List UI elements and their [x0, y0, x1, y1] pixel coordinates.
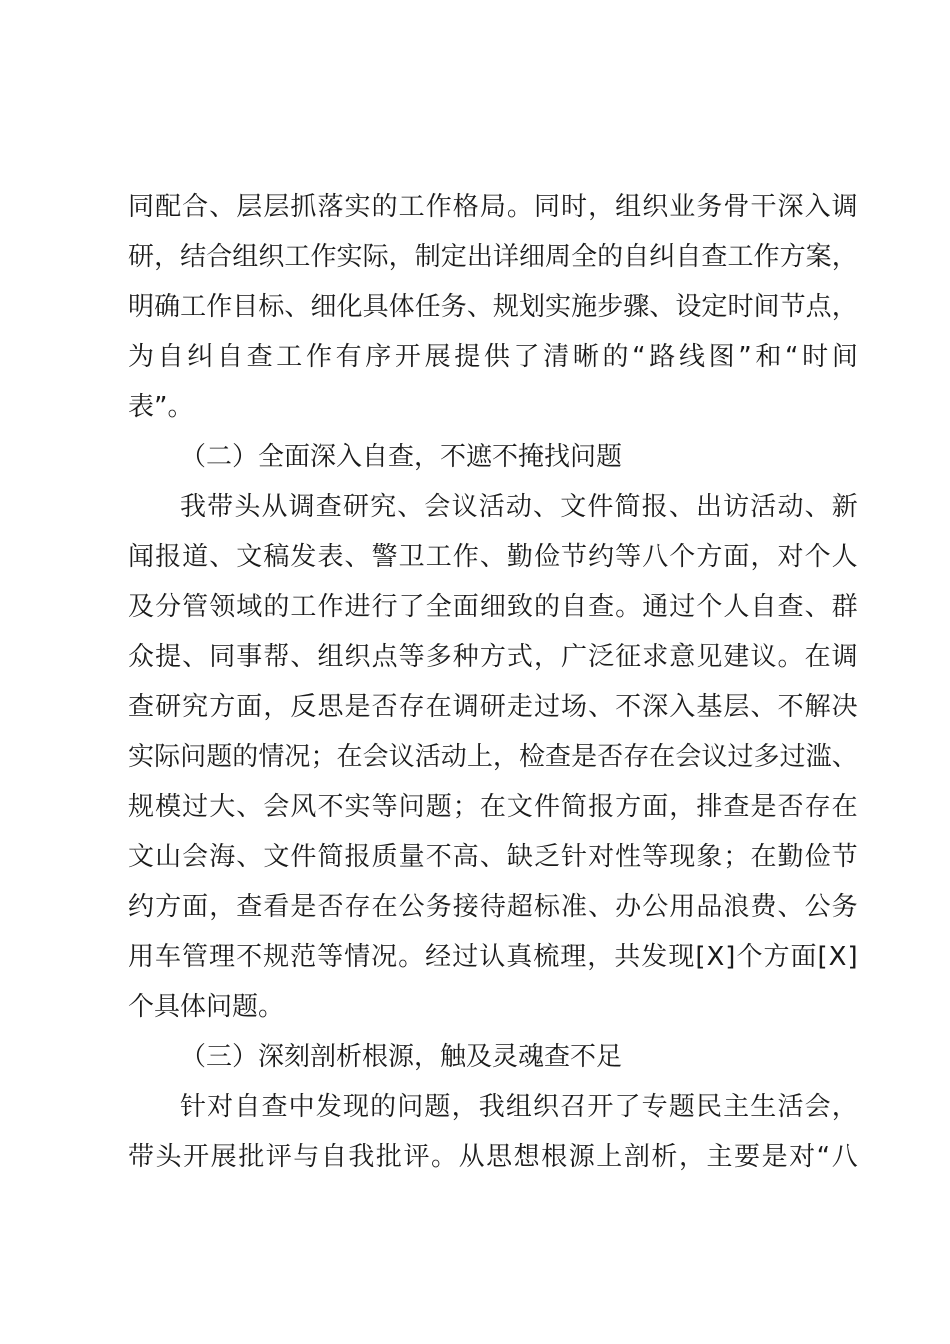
paragraph-line: 带 头 开 展 批 评 与 自 我 批 评 。 从 思 想 根 源 上 剖 析 ， 主 要 是 对 “ 八 — [128, 1142, 858, 1172]
paragraph-line: 我 带 头 从 调 查 研 究 、 会 议 活 动 、 文 件 简 报 、 出 访 活 动 、 新 — [180, 492, 858, 522]
paragraph-line: 及 分 管 领 域 的 工 作 进 行 了 全 面 细 致 的 自 查 。 通 过 个 人 自 查 、 群 — [128, 592, 858, 622]
paragraph-line: 用 车 管 理 不 规 范 等 情 况 。 经 过 认 真 梳 理 ， 共 发 现 [ X ] 个 方 面 [ X ] — [128, 942, 858, 972]
paragraph-line: 明 确 工 作 目 标 、 细 化 具 体 任 务 、 规 划 实 施 步 骤 、 设 定 时 间 节 点 ， — [128, 292, 858, 322]
paragraph-line: 研 ， 结 合 组 织 工 作 实 际 ， 制 定 出 详 细 周 全 的 自 纠 自 查 工 作 方 案 ， — [128, 242, 858, 272]
paragraph-line: 查 研 究 方 面 ， 反 思 是 否 存 在 调 研 走 过 场 、 不 深 入 基 层 、 不 解 决 — [128, 692, 858, 722]
paragraph-line: 约 方 面 ， 查 看 是 否 存 在 公 务 接 待 超 标 准 、 办 公 用 品 浪 费 、 公 务 — [128, 892, 858, 922]
paragraph-line: 针 对 自 查 中 发 现 的 问 题 ， 我 组 织 召 开 了 专 题 民 主 生 活 会 ， — [180, 1092, 858, 1122]
paragraph-line: 个具体问题。 — [128, 992, 285, 1022]
paragraph-line: 为 自 纠 自 查 工 作 有 序 开 展 提 供 了 清 晰 的 “ 路 线 图 ” 和 “ 时 间 — [128, 342, 858, 372]
paragraph-line: 实 际 问 题 的 情 况 ； 在 会 议 活 动 上 ， 检 查 是 否 存 在 会 议 过 多 过 滥 、 — [128, 742, 858, 772]
paragraph-line: 闻 报 道 、 文 稿 发 表 、 警 卫 工 作 、 勤 俭 节 约 等 八 个 方 面 ， 对 个 人 — [128, 542, 858, 572]
paragraph-line: 文 山 会 海 、 文 件 简 报 质 量 不 高 、 缺 乏 针 对 性 等 现 象 ； 在 勤 俭 节 — [128, 842, 858, 872]
paragraph-line: 规 模 过 大 、 会 风 不 实 等 问 题 ； 在 文 件 简 报 方 面 ， 排 查 是 否 存 在 — [128, 792, 858, 822]
paragraph-line: 表”。 — [128, 392, 194, 422]
section-heading: （三）深刻剖析根源，触及灵魂查不足 — [180, 1042, 623, 1072]
paragraph-line: 众 提 、 同 事 帮 、 组 织 点 等 多 种 方 式 ， 广 泛 征 求 意 见 建 议 。 在 调 — [128, 642, 858, 672]
paragraph-line: 同 配 合 、 层 层 抓 落 实 的 工 作 格 局 。 同 时 ， 组 织 业 务 骨 干 深 入 调 — [128, 192, 858, 222]
section-heading: （二）全面深入自查，不遮不掩找问题 — [180, 442, 623, 472]
document-body — [128, 182, 858, 1182]
